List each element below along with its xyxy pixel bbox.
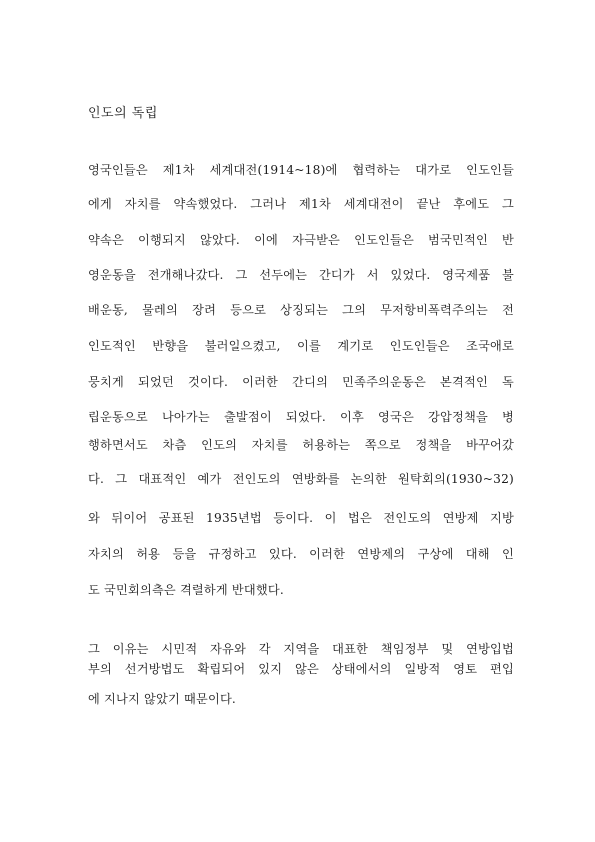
- paragraph-1-line: 뭉치게 되었던 것이다. 이러한 간디의 민족주의운동은 본격적인 독: [88, 375, 514, 389]
- paragraph-2-line: 에 지나지 않았기 때문이다.: [88, 692, 237, 706]
- paragraph-1: [88, 161, 514, 601]
- paragraph-2: [88, 640, 514, 720]
- paragraph-1-line: 약속은 이행되지 않았다. 이에 자극받은 인도인들은 범국민적인 반: [88, 233, 514, 247]
- paragraph-1-line: 배운동, 물레의 장려 등으로 상징되는 그의 무저항비폭력주의는 전: [88, 303, 514, 317]
- paragraph-1-line: 와 뒤이어 공표된 1935년법 등이다. 이 법은 전인도의 연방제 지방: [88, 511, 514, 525]
- paragraph-1-line: 인도적인 반향을 불러일으켰고, 이를 계기로 인도인들은 조국애로: [88, 339, 514, 353]
- paragraph-1-line: 도 국민회의측은 격렬하게 반대했다.: [88, 583, 284, 597]
- paragraph-1-line: 행하면서도 차츰 인도의 자치를 허용하는 쪽으로 정책을 바꾸어갔: [88, 438, 514, 452]
- paragraph-1-line: 다. 그 대표적인 예가 전인도의 연방화를 논의한 원탁회의(1930~32): [88, 472, 514, 486]
- paragraph-2-line: 부의 선거방법도 확립되어 있지 않은 상태에서의 일방적 영토 편입: [88, 662, 514, 676]
- paragraph-1-line: 영운동을 전개해나갔다. 그 선두에는 간디가 서 있었다. 영국제품 불: [88, 268, 514, 282]
- paragraph-1-line: 에게 자치를 약속했었다. 그러나 제1차 세계대전이 끝난 후에도 그: [88, 197, 514, 211]
- document-title: 인도의 독립: [88, 106, 158, 121]
- paragraph-1-line: 영국인들은 제1차 세계대전(1914~18)에 협력하는 대가로 인도인들: [88, 163, 514, 177]
- paragraph-1-line: 자치의 허용 등을 규정하고 있다. 이러한 연방제의 구상에 대해 인: [88, 547, 514, 561]
- paragraph-2-line: 그 이유는 시민적 자유와 각 지역을 대표한 책임정부 및 연방입법: [88, 642, 514, 656]
- paragraph-1-line: 립운동으로 나아가는 출발점이 되었다. 이후 영국은 강압정책을 병: [88, 410, 514, 424]
